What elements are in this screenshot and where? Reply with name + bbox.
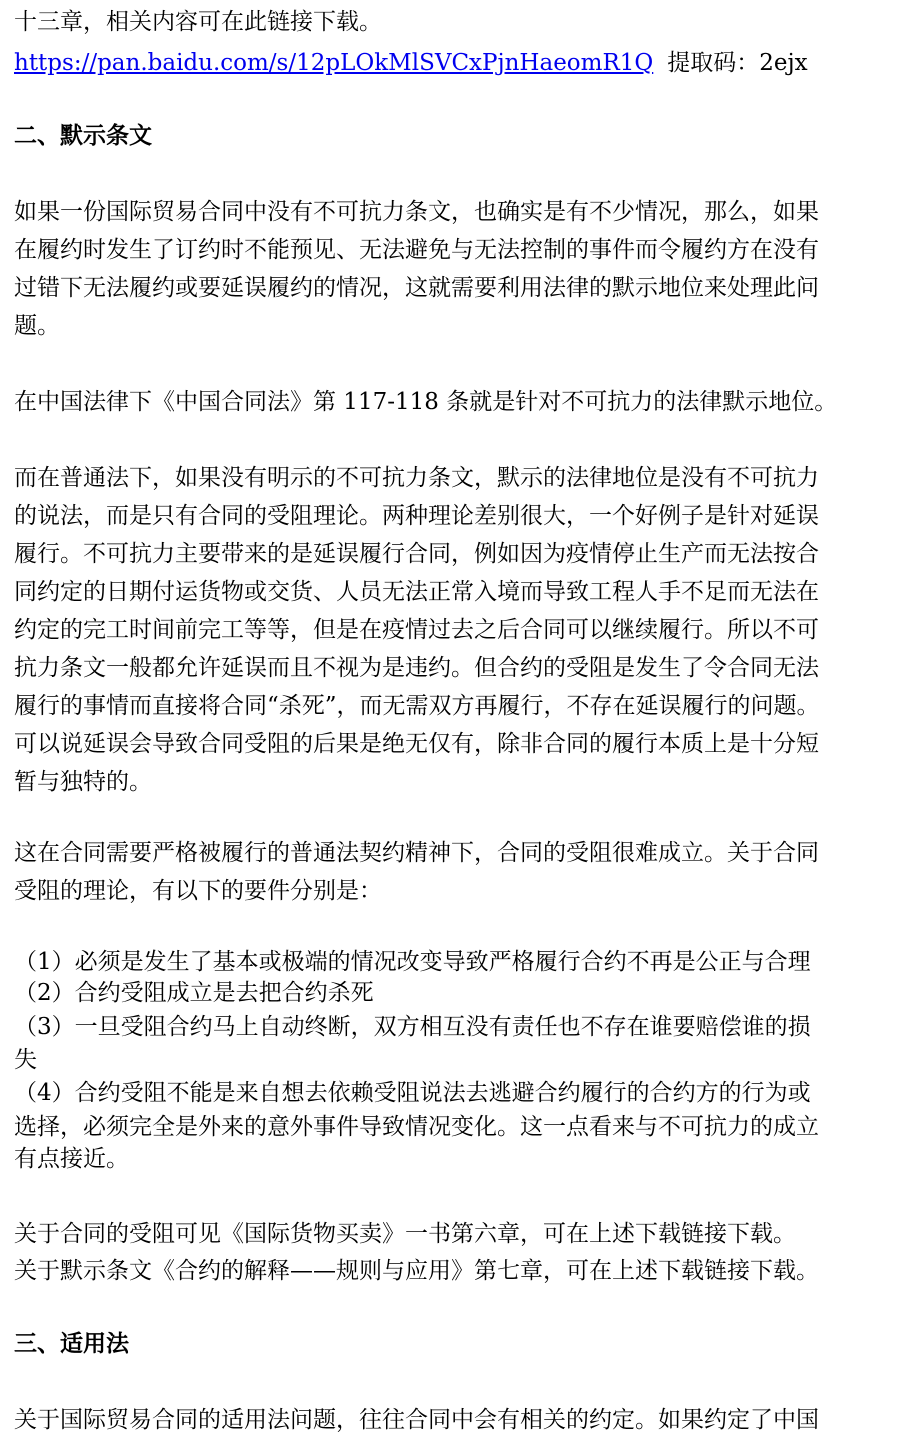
paragraph-line: 过错下无法履约或要延误履约的情况，这就需要利用法律的默示地位来处理此问: [14, 275, 819, 301]
paragraph-line: 抗力条文一般都允许延误而且不视为是违约。但合约的受阻是发生了令合同无法: [14, 655, 819, 681]
paragraph-line: 履行的事情而直接将合同“杀死”，而无需双方再履行，不存在延误履行的问题。: [14, 693, 820, 719]
paragraph-line: 可以说延误会导致合同受阻的后果是绝无仅有，除非合同的履行本质上是十分短: [14, 731, 819, 757]
extraction-code: 提取码：2ejx: [667, 50, 808, 76]
list-item: 选择，必须完全是外来的意外事件导致情况变化。这一点看来与不可抗力的成立: [14, 1114, 819, 1140]
paragraph-line: 同约定的日期付运货物或交货、人员无法正常入境而导致工程人手不足而无法在: [14, 579, 819, 605]
section-heading-implied-terms: 二、默示条文: [14, 122, 152, 149]
paragraph-line: 关于国际贸易合同的适用法问题，往往合同中会有相关的约定。如果约定了中国: [14, 1407, 819, 1433]
list-item: 失: [14, 1047, 37, 1073]
paragraph-line: 的说法，而是只有合同的受阻理论。两种理论差别很大，一个好例子是针对延误: [14, 503, 819, 529]
section-heading-applicable-law: 三、适用法: [14, 1330, 129, 1357]
download-link[interactable]: https://pan.baidu.com/s/12pLOkMlSVCxPjnHaeomR1Q: [14, 50, 654, 76]
paragraph-line: 这在合同需要严格被履行的普通法契约精神下，合同的受阻很难成立。关于合同: [14, 840, 819, 866]
list-item: （3）一旦受阻合约马上自动终断，双方相互没有责任也不存在谁要赔偿谁的损: [14, 1014, 811, 1040]
reference-line: 关于默示条文《合约的解释——规则与应用》第七章，可在上述下载链接下载。: [14, 1258, 819, 1284]
list-item: （4）合约受阻不能是来自想去依赖受阻说法去逃避合约履行的合约方的行为或: [14, 1080, 811, 1106]
list-item: （2）合约受阻成立是去把合约杀死: [14, 980, 374, 1006]
paragraph-line: 而在普通法下，如果没有明示的不可抗力条文，默示的法律地位是没有不可抗力: [14, 465, 819, 491]
paragraph-line: 如果一份国际贸易合同中没有不可抗力条文，也确实是有不少情况，那么，如果: [14, 199, 819, 225]
paragraph-line: 受阻的理论，有以下的要件分别是：: [14, 878, 382, 904]
reference-line: 关于合同的受阻可见《国际货物买卖》一书第六章，可在上述下载链接下载。: [14, 1221, 796, 1247]
paragraph-line: 在中国法律下《中国合同法》第 117-118 条就是针对不可抗力的法律默示地位。: [14, 389, 838, 415]
list-item: （1）必须是发生了基本或极端的情况改变导致严格履行合约不再是公正与合理: [14, 949, 811, 975]
paragraph-line: 约定的完工时间前完工等等，但是在疫情过去之后合同可以继续履行。所以不可: [14, 617, 819, 643]
download-link-line: [14, 44, 808, 82]
intro-line: 十三章，相关内容可在此链接下载。: [14, 9, 382, 35]
paragraph-line: 题。: [14, 313, 60, 339]
paragraph-line: 在履约时发生了订约时不能预见、无法避免与无法控制的事件而令履约方在没有: [14, 237, 819, 263]
paragraph-line: 履行。不可抗力主要带来的是延误履行合同，例如因为疫情停止生产而无法按合: [14, 541, 819, 567]
list-item: 有点接近。: [14, 1146, 129, 1172]
paragraph-line: 暂与独特的。: [14, 769, 152, 795]
